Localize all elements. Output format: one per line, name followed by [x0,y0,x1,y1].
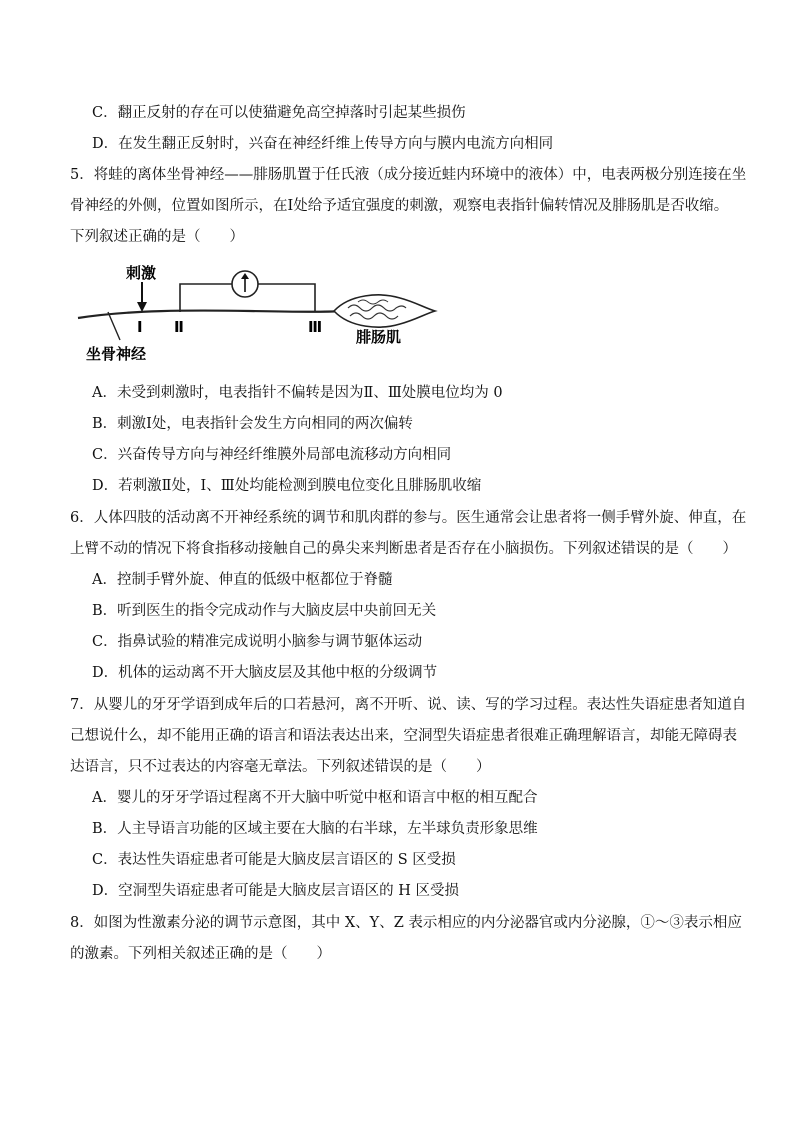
point-1-label: Ⅰ [137,318,143,336]
option-d-prev: D．在发生翻正反射时，兴奋在神经纤维上传导方向与膜内电流方向相同 [92,136,554,152]
q7-stem-line1: 7．从婴儿的牙牙学语到成年后的口若悬河，离不开听、说、读、写的学习过程。表达性失语症患者知道自 [70,697,747,713]
stimulus-label: 刺激 [126,264,157,282]
sciatic-nerve-line [78,311,340,318]
q7-option-c: C．表达性失语症患者可能是大脑皮层言语区的 S 区受损 [92,852,456,868]
sciatic-nerve-label: 坐骨神经 [86,345,147,363]
q6-stem-line2: 上臂不动的情况下将食指移动接触自己的鼻尖来判断患者是否存在小脑损伤。下列叙述错误的是（ ） [70,541,737,557]
q8-stem-line1: 8．如图为性激素分泌的调节示意图，其中 X、Y、Z 表示相应的内分泌器官或内分泌腺，①～③表示相应 [70,915,742,931]
q5-option-b: B．刺激Ⅰ处，电表指针会发生方向相同的两次偏转 [92,416,413,432]
nerve-muscle-svg [70,258,450,368]
q7-option-d: D．空洞型失语症患者可能是大脑皮层言语区的 H 区受损 [92,883,459,899]
muscle-label: 腓肠肌 [356,328,402,346]
stimulus-arrow-head [137,302,147,312]
q5-stem-line2: 骨神经的外侧，位置如图所示，在Ⅰ处给予适宜强度的刺激，观察电表指针偏转情况及腓肠肌是否收缩。 [70,198,729,214]
q6-stem-line1: 6．人体四肢的活动离不开神经系统的调节和肌肉群的参与。医生通常会让患者将一侧手臂外旋、伸直，在 [70,510,747,526]
q5-option-d: D．若刺激Ⅱ处，Ⅰ、Ⅲ处均能检测到膜电位变化且腓肠肌收缩 [92,478,482,494]
q5-option-c: C．兴奋传导方向与神经纤维膜外局部电流移动方向相同 [92,447,452,463]
point-2-label: Ⅱ [174,318,184,336]
point-3-label: Ⅲ [308,318,323,336]
q6-option-c: C．指鼻试验的精准完成说明小脑参与调节躯体运动 [92,634,423,650]
nerve-muscle-diagram [70,258,450,368]
option-c-prev: C．翻正反射的存在可以使猫避免高空掉落时引起某些损伤 [92,105,466,121]
q7-option-a: A．婴儿的牙牙学语过程离不开大脑中听觉中枢和语言中枢的相互配合 [92,790,538,806]
q7-stem-line3: 达语言，只不过表达的内容毫无章法。下列叙述错误的是（ ） [70,759,491,775]
q5-option-a: A．未受到刺激时，电表指针不偏转是因为Ⅱ、Ⅲ处膜电位均为 0 [92,385,503,401]
nerve-label-pointer [108,312,120,340]
q6-option-b: B．听到医生的指令完成动作与大脑皮层中央前回无关 [92,603,437,619]
q8-stem-line2: 的激素。下列相关叙述正确的是（ ） [70,946,331,962]
q5-stem-line1: 5．将蛙的离体坐骨神经——腓肠肌置于任氏液（成分接近蛙内环境中的液体）中，电表两极分别连接在坐 [70,167,747,183]
q5-stem-line3: 下列叙述正确的是（ ） [70,229,244,245]
q6-option-a: A．控制手臂外旋、伸直的低级中枢都位于脊髓 [92,572,393,588]
q7-option-b: B．人主导语言功能的区域主要在大脑的右半球，左半球负责形象思维 [92,821,538,837]
q6-option-d: D．机体的运动离不开大脑皮层及其他中枢的分级调节 [92,665,438,681]
q7-stem-line2: 己想说什么，却不能用正确的语言和语法表达出来，空洞型失语症患者很难正确理解语言，却能无障碍表 [70,728,737,744]
